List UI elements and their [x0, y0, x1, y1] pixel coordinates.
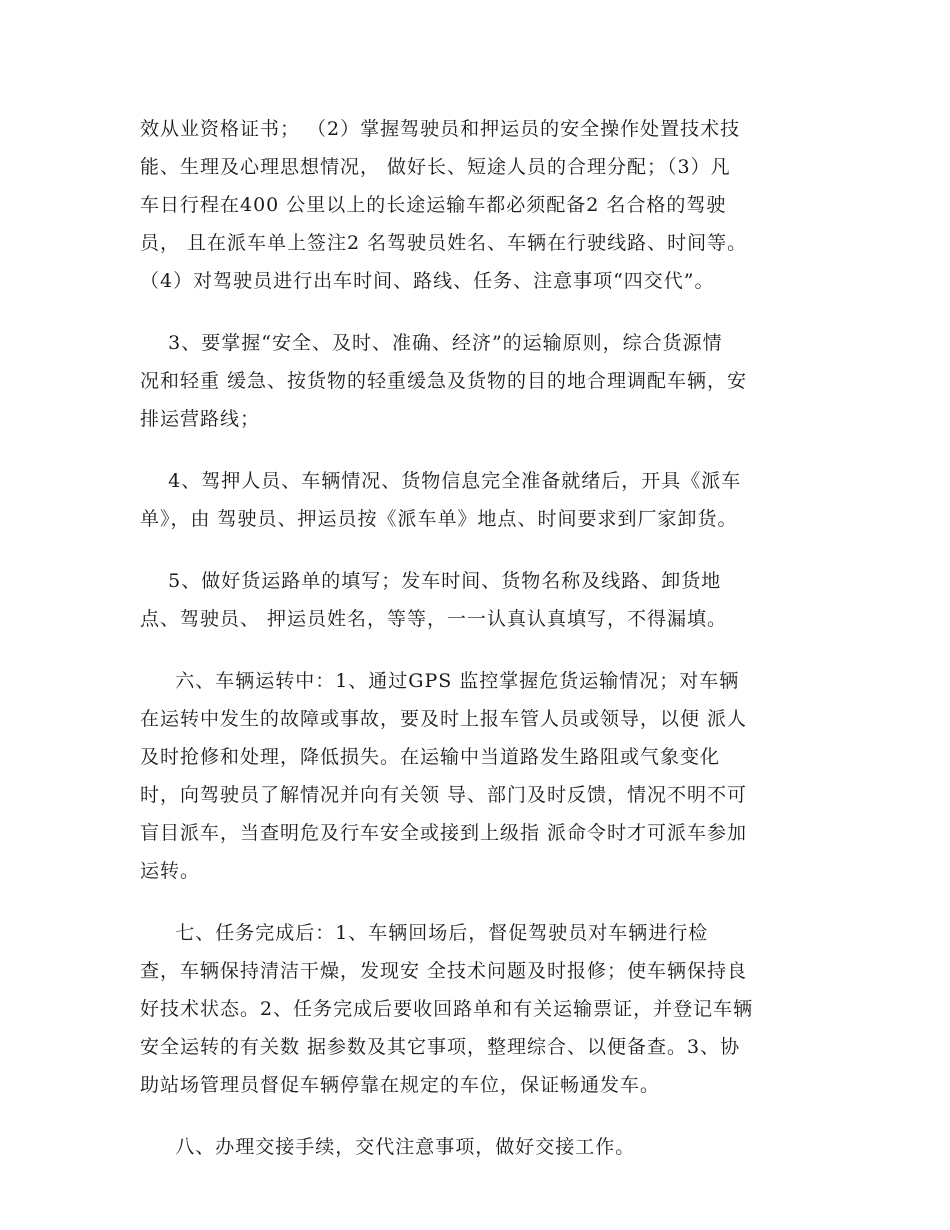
paragraph-gap	[140, 1104, 820, 1128]
text-line: 时，向驾驶员了解情况并向有关领 导、部门及时反馈，情况不明不可	[140, 784, 748, 806]
text-line: 盲目派车，当查明危及行车安全或接到上级指 派命令时才可派车参加	[140, 822, 748, 844]
text-line: （4）对驾驶员进行出车时间、路线、任务、注意事项“四交代”。	[140, 270, 715, 292]
text-line: 能、生理及心理思想情况， 做好长、短途人员的合理分配；（3）凡	[140, 156, 731, 178]
text-line: 况和轻重 缓急、按货物的轻重缓急及货物的目的地合理调配车辆，安	[140, 370, 748, 392]
paragraph-gap	[140, 438, 820, 462]
text-line: 七、任务完成后：1、车辆回场后，督促驾驶员对车辆进行检	[140, 922, 709, 944]
paragraph-gap	[140, 638, 820, 662]
text-line: 车日行程在400 公里以上的长途运输车都必须配备2 名合格的驾驶	[140, 194, 727, 216]
text-line: 员， 且在派车单上签注2 名驾驶员姓名、车辆在行驶线路、时间等。	[140, 232, 748, 254]
paragraph-handover	[140, 1128, 820, 1166]
text-line: 排运营路线；	[140, 408, 261, 430]
text-line: 查，车辆保持清洁干燥，发现安 全技术问题及时报修；使车辆保持良	[140, 960, 748, 982]
paragraph-gap	[140, 300, 820, 324]
paragraph-transport-principle	[140, 324, 820, 438]
document-body	[140, 110, 820, 1166]
text-line: 安全运转的有关数 据参数及其它事项，整理综合、以便备查。3、协	[140, 1036, 741, 1058]
paragraph-dispatch-order	[140, 462, 820, 538]
text-line: 六、车辆运转中：1、通过GPS 监控掌握危货运输情况；对车辆	[140, 670, 740, 692]
paragraph-qualification	[140, 110, 820, 300]
text-line: 八、办理交接手续，交代注意事项，做好交接工作。	[140, 1136, 636, 1158]
text-line: 及时抢修和处理，降低损失。在运输中当道路发生路阻或气象变化	[140, 746, 721, 768]
text-line: 3、要掌握“安全、及时、准确、经济”的运输原则，综合货源情	[140, 332, 723, 354]
text-line: 助站场管理员督促车辆停靠在规定的车位，保证畅通发车。	[140, 1074, 661, 1096]
text-line: 好技术状态。2、任务完成后要收回路单和有关运输票证，并登记车辆	[140, 998, 754, 1020]
text-line: 单》，由 驾驶员、押运员按《派车单》地点、时间要求到厂家卸货。	[140, 508, 738, 530]
text-line: 在运转中发生的故障或事故，要及时上报车管人员或领导，以便 派人	[140, 708, 748, 730]
text-line: 运转。	[140, 860, 201, 882]
paragraph-vehicle-operation	[140, 662, 820, 890]
text-line: 效从业资格证书； （2）掌握驾驶员和押运员的安全操作处置技术技	[140, 118, 741, 140]
paragraph-gap	[140, 890, 820, 914]
paragraph-task-completion	[140, 914, 820, 1104]
text-line: 点、驾驶员、 押运员姓名，等等，一一认真认真填写，不得漏填。	[140, 608, 728, 630]
paragraph-waybill	[140, 562, 820, 638]
text-line: 4、驾押人员、车辆情况、货物信息完全准备就绪后，开具《派车	[140, 470, 742, 492]
paragraph-gap	[140, 538, 820, 562]
text-line: 5、做好货运路单的填写；发车时间、货物名称及线路、卸货地	[140, 570, 722, 592]
